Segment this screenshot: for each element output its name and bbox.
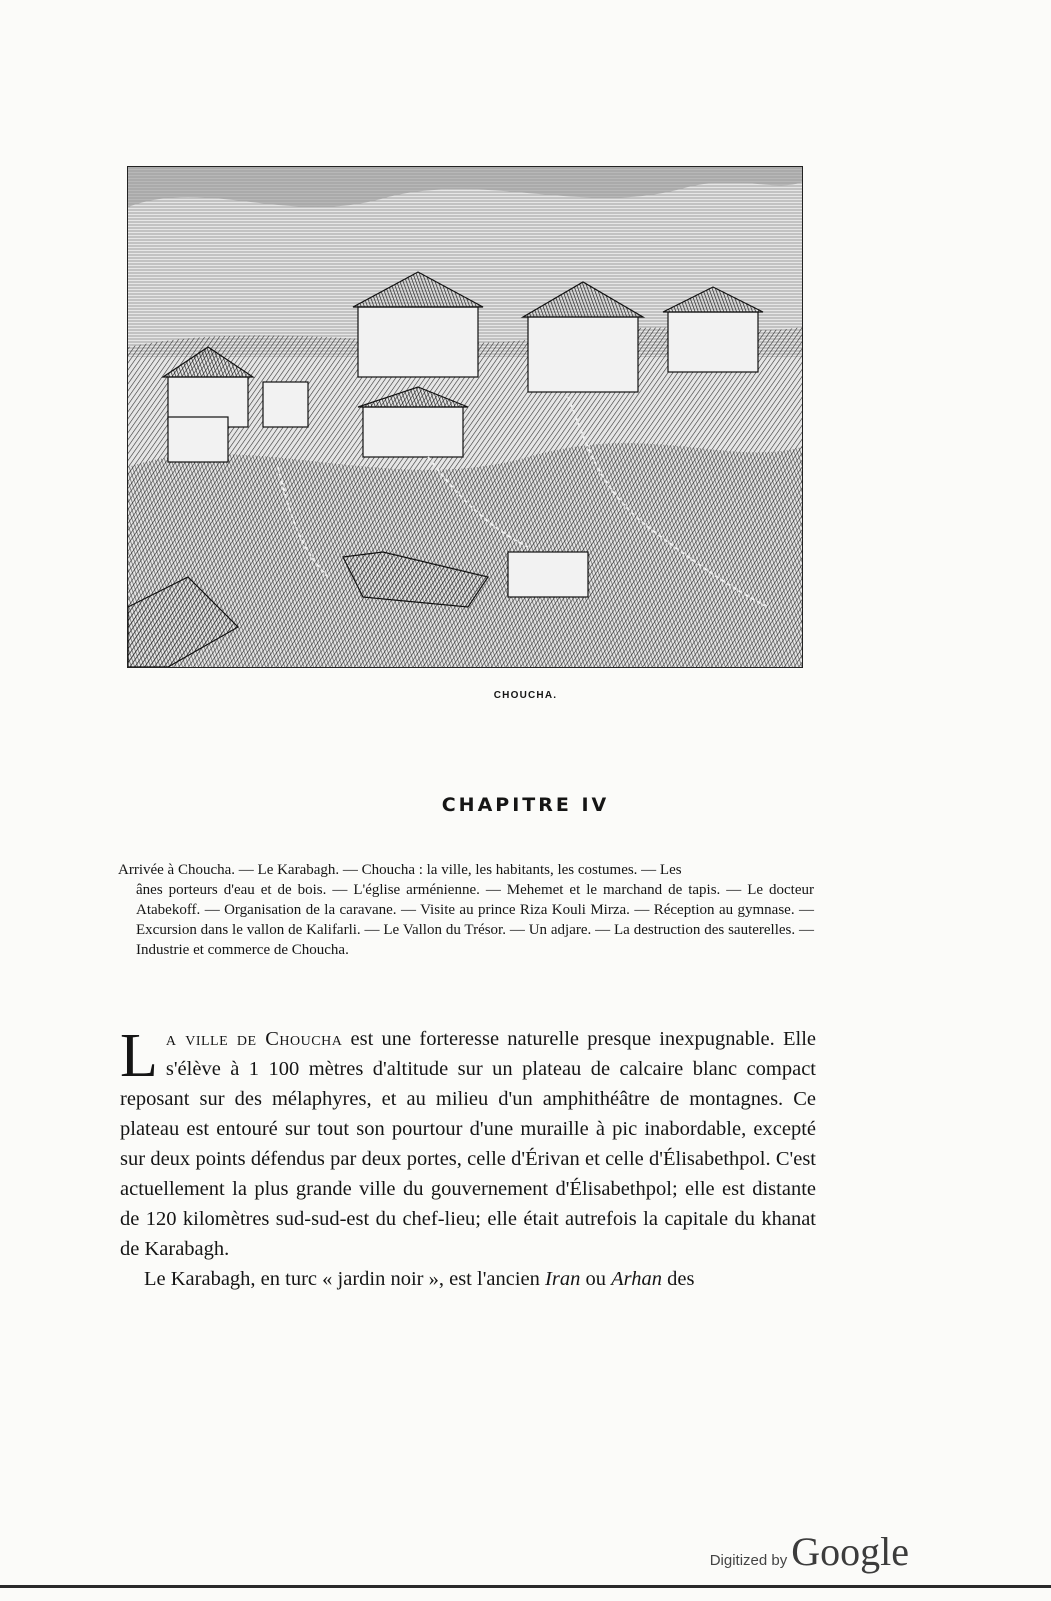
engraving-picture — [128, 167, 802, 667]
lead-small-caps: a ville de Choucha — [165, 1028, 343, 1050]
paragraph-2 — [120, 1264, 816, 1294]
paragraph-2-emphasis-1: Iran — [545, 1268, 581, 1290]
body-text — [120, 1024, 816, 1294]
paragraph-2-end: des — [661, 1268, 695, 1290]
paragraph-1-text: est une forteresse naturelle presque inexpugnable. Elle s'élève à 1 100 mètres d'altitude sur un plateau de calcaire blanc compact reposant sur des mélaphyres, et au milieu d'un amphithéâtre de montagnes. Ce plateau est entouré sur tout son pourtour d'une muraille à pic inabordable, excepté sur deux points défendus par deux portes, celle d'Érivan et celle d'Élisabethpol. C'est actuellement la plus grande ville du gouvernement d'Élisabethpol; elle est distante de 120 kilomètres sud-sud-est du chef-lieu; elle était autrefois la capitale du khanat de Karabagh. — [120, 1028, 816, 1260]
watermark-prefix: Digitized by — [709, 1552, 788, 1569]
illustration-caption: CHOUCHA. — [493, 690, 558, 701]
chapter-title: CHAPITRE IV — [441, 794, 610, 816]
drop-cap: L — [120, 1022, 158, 1090]
chapter-summary — [118, 860, 814, 960]
choucha-engraving — [127, 166, 803, 668]
digitized-watermark — [710, 1528, 909, 1575]
summary-rest: ânes porteurs d'eau et de bois. — L'église arménienne. — Mehemet et le marchand de tapis. — Le docteur Atabekoff. — Organisation de la caravane. — Visite au prince Riza Kouli Mirza. — Réception au gymnase. — Excursion dans le vallon de Kalifarli. — Le Vallon du Trésor. — Un adjare. — La destruction des sauterelles. — Industrie et commerce de Choucha. — [136, 882, 814, 958]
google-logo: Google — [791, 1529, 909, 1574]
paragraph-2-mid: ou — [580, 1268, 612, 1290]
paragraph-2-emphasis-2: Arhan — [611, 1268, 662, 1290]
paragraph-2-start: Le Karabagh, en turc « jardin noir », est l'ancien — [144, 1268, 546, 1290]
paragraph-1 — [120, 1024, 816, 1264]
summary-first-line: Arrivée à Choucha. — Le Karabagh. — Choucha : la ville, les habitants, les costumes. — Les — [118, 862, 682, 878]
bottom-rule — [0, 1585, 1051, 1588]
